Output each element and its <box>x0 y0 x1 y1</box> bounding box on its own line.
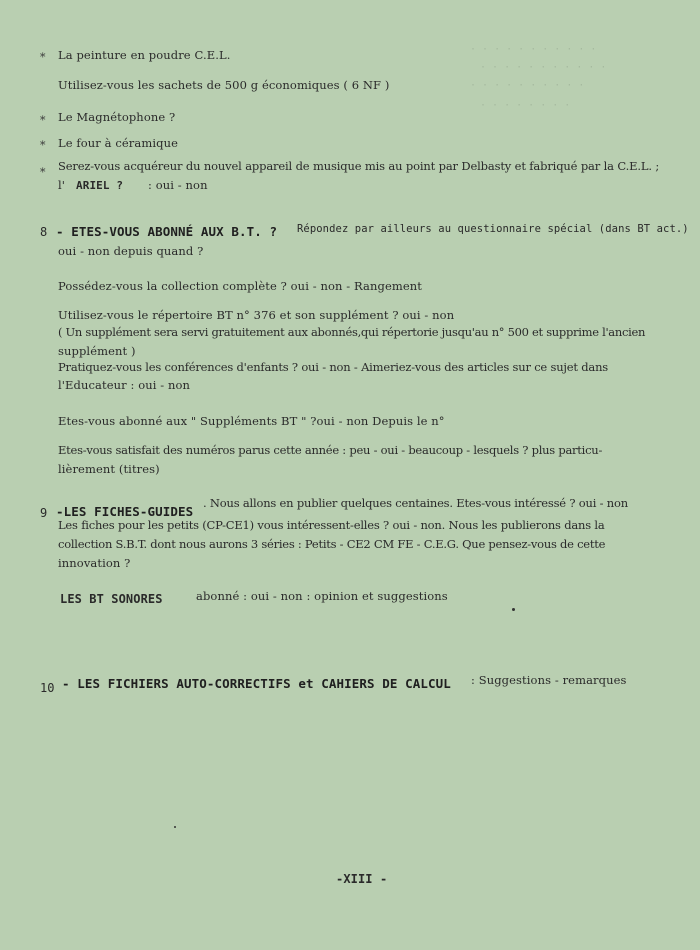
section-8-conferences-line1: Pratiquez-vous les conférences d'enfants ? oui - non - Aimeriez-vous des articles sur ce sujet dans <box>58 360 608 374</box>
page-number: -XIII - <box>336 872 388 886</box>
bullet-marker: ⁎ <box>40 47 46 60</box>
section-8-depuis: oui - non depuis quand ? <box>58 244 204 258</box>
section-9-petits-line3: innovation ? <box>58 556 131 570</box>
show-through-text: · · · · · · · · <box>480 100 571 111</box>
bullet-marker: ⁎ <box>40 162 46 175</box>
item-serez-prefix: l' <box>58 178 66 192</box>
show-through-text: · · · · · · · · · · <box>470 80 585 91</box>
section-9-sonores-rest: abonné : oui - non : opinion et suggestions <box>196 589 448 603</box>
item-serez-ariel: ARIEL ? <box>76 179 124 192</box>
section-8-repertoire-line2: ( Un supplément sera servi gratuitement aux abonnés,qui répertorie jusqu'au n° 500 et supprime l'ancien <box>58 325 646 339</box>
section-8-repertoire-line1: Utilisez-vous le répertoire BT n° 376 et son supplément ? oui - non <box>58 308 455 322</box>
ink-speck <box>174 826 176 828</box>
section-8-supplements: Etes-vous abonné aux " Suppléments BT " ?oui - non Depuis le n° <box>58 414 445 428</box>
bullet-marker: ⁎ <box>40 110 46 123</box>
item-serez-answer: : oui - non <box>148 178 208 192</box>
item-peinture: La peinture en poudre C.E.L. <box>58 48 231 62</box>
show-through-text: · · · · · · · · · · · <box>480 62 607 73</box>
section-9-title: -LES FICHES-GUIDES <box>56 504 194 519</box>
ink-speck <box>512 608 515 611</box>
section-8-satisfait-line1: Etes-vous satisfait des numéros parus cette année : peu - oui - beaucoup - lesquels ? plus particu- <box>58 443 603 457</box>
section-10-number: 10 <box>40 681 55 695</box>
show-through-text: · · · · · · · · · · · <box>470 44 597 55</box>
item-sachets: Utilisez-vous les sachets de 500 g économiques ( 6 NF ) <box>58 78 390 92</box>
section-8-repertoire-line3: supplément ) <box>58 344 136 358</box>
section-8-collection: Possédez-vous la collection complète ? oui - non - Rangement <box>58 279 422 293</box>
item-magnetophone: Le Magnétophone ? <box>58 110 176 124</box>
section-8-satisfait-line2: lièrement (titres) <box>58 462 160 476</box>
section-9-number: 9 <box>40 506 48 520</box>
section-10-title-rest: : Suggestions - remarques <box>471 673 627 687</box>
section-10-title: - LES FICHIERS AUTO-CORRECTIFS et CAHIERS DE CALCUL <box>62 676 451 691</box>
section-8-title-rest: Répondez par ailleurs au questionnaire spécial (dans BT act.) <box>297 223 689 235</box>
item-serez-line1: Serez-vous acquéreur du nouvel appareil de musique mis au point par Delbasty et fabriqué par la C.E.L. ; <box>58 159 660 173</box>
section-9-petits-line2: collection S.B.T. dont nous aurons 3 séries : Petits - CE2 CM FE - C.E.G. Que pensez-vous de cette <box>58 537 606 551</box>
item-four: Le four à céramique <box>58 136 179 150</box>
section-9-sonores-title: LES BT SONORES <box>60 592 163 606</box>
section-8-number: 8 <box>40 225 48 239</box>
bullet-marker: ⁎ <box>40 135 46 148</box>
section-9-petits-line1: Les fiches pour les petits (CP-CE1) vous intéressent-elles ? oui - non. Nous les publierons dans la <box>58 518 605 532</box>
section-8-title: - ETES-VOUS ABONNÉ AUX B.T. ? <box>56 224 278 239</box>
section-9-title-rest: . Nous allons en publier quelques centaines. Etes-vous intéressé ? oui - non <box>203 496 628 510</box>
section-8-conferences-line2: l'Educateur : oui - non <box>58 378 191 392</box>
